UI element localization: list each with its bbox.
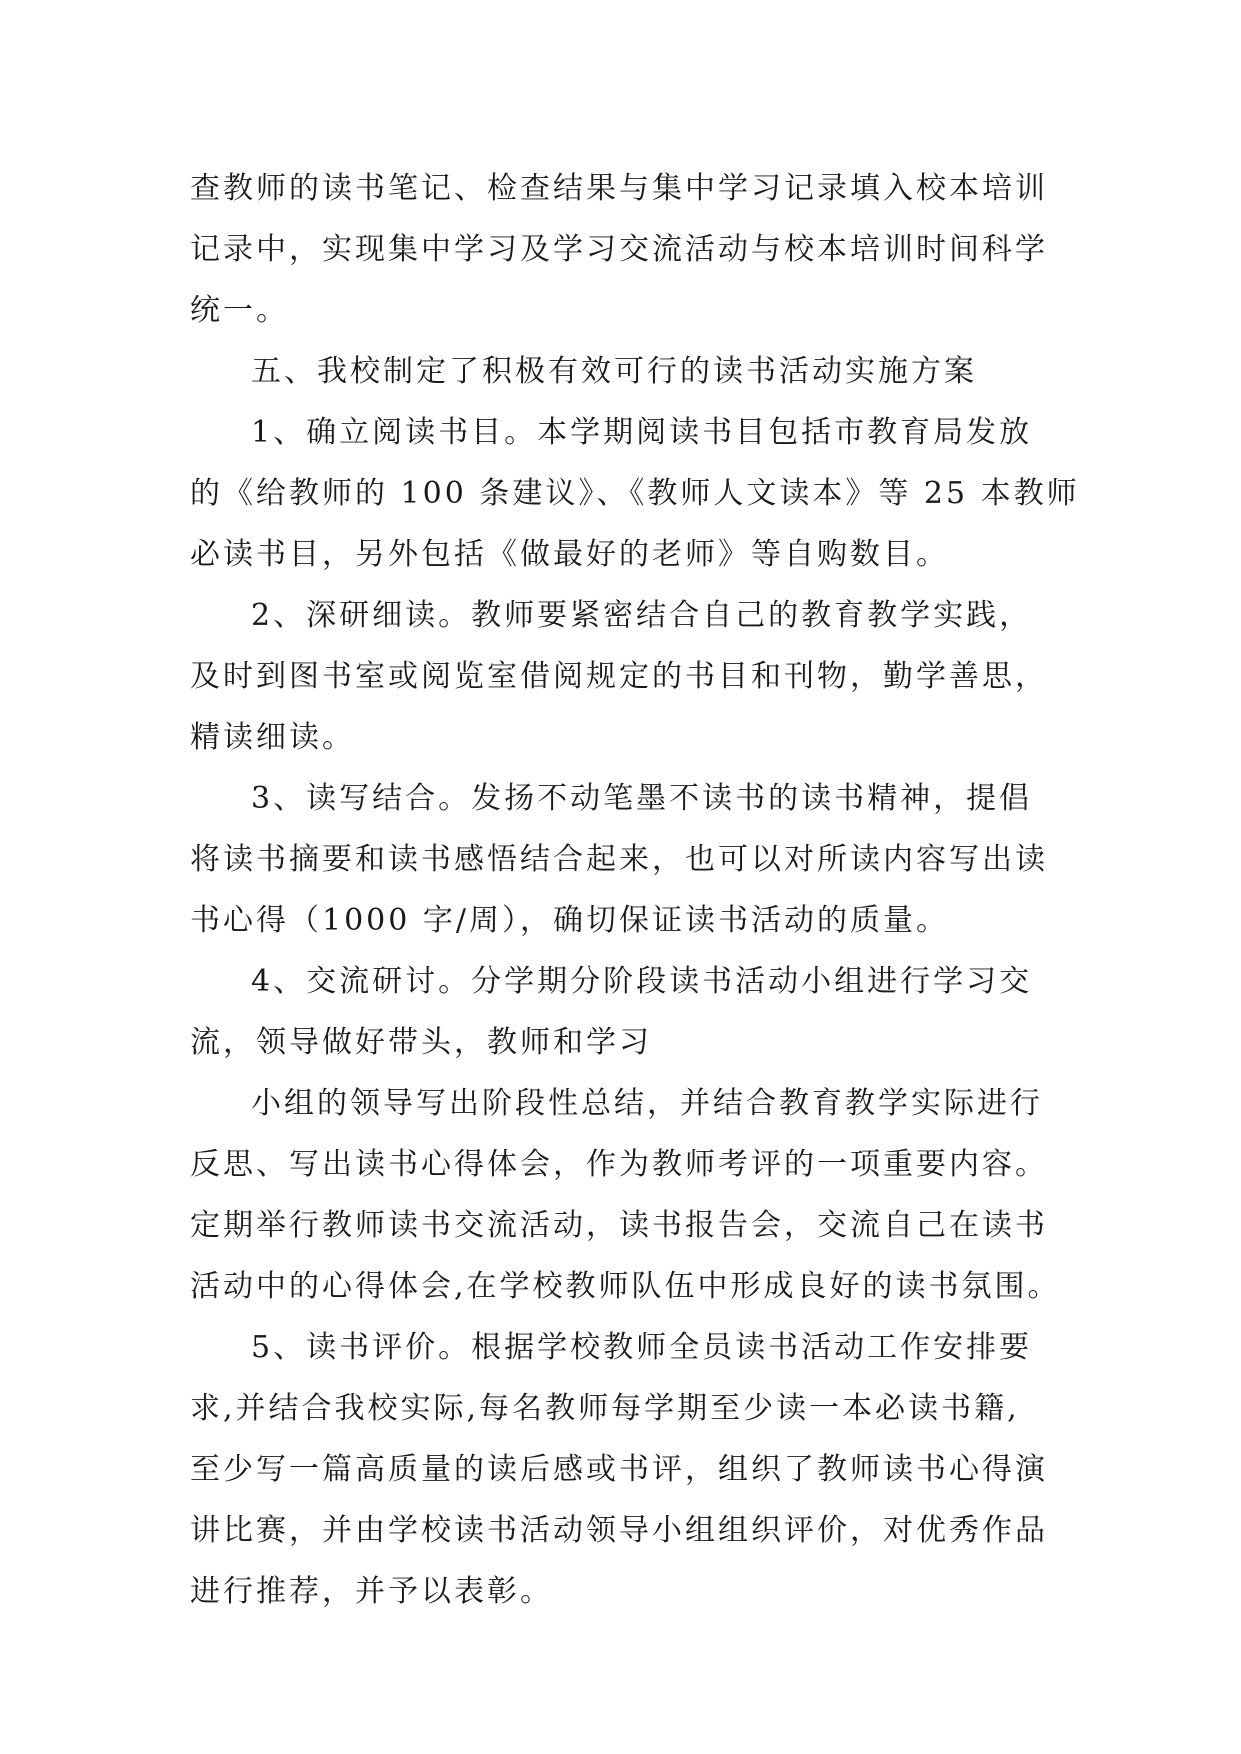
- text-line: 进行推荐，并予以表彰。: [190, 1574, 553, 1609]
- text-line: 3、读写结合。发扬不动笔墨不读书的读书精神，提倡: [251, 781, 1033, 816]
- text-line: 统一。: [190, 293, 289, 328]
- text-line: 4、交流研讨。分学期分阶段读书活动小组进行学习交: [251, 964, 1033, 999]
- text-line: 必读书目，另外包括《做最好的老师》等自购数目。: [190, 537, 949, 572]
- text-line: 书心得（1000 字/周），确切保证读书活动的质量。: [190, 903, 949, 938]
- text-line: 及时到图书室或阅览室借阅规定的书目和刊物，勤学善思，: [190, 659, 1048, 694]
- text-line: 活动中的心得体会,在学校教师队伍中形成良好的读书氛围。: [190, 1269, 1061, 1304]
- text-line: 求,并结合我校实际,每名教师每学期至少读一本必读书籍,: [190, 1391, 1020, 1426]
- text-line: 小组的领导写出阶段性总结，并结合教育教学实际进行: [251, 1086, 1043, 1121]
- text-line: 记录中，实现集中学习及学习交流活动与校本培训时间科学: [190, 232, 1048, 267]
- text-line: 2、深研细读。教师要紧密结合自己的教育教学实践，: [251, 598, 1033, 633]
- text-line: 查教师的读书笔记、检查结果与集中学习记录填入校本培训: [190, 171, 1048, 206]
- text-line: 流，领导做好带头，教师和学习: [190, 1025, 652, 1060]
- text-line: 反思、写出读书心得体会，作为教师考评的一项重要内容。: [190, 1147, 1048, 1182]
- text-line: 定期举行教师读书交流活动，读书报告会，交流自己在读书: [190, 1208, 1048, 1243]
- document-body: [190, 158, 1080, 1622]
- text-line: 至少写一篇高质量的读后感或书评，组织了教师读书心得演: [190, 1452, 1048, 1487]
- text-line: 5、读书评价。根据学校教师全员读书活动工作安排要: [251, 1330, 1033, 1365]
- text-line: 的《给教师的 100 条建议》、《教师人文读本》等 25 本教师: [190, 476, 1080, 511]
- text-line: 精读细读。: [190, 720, 355, 755]
- text-line: 1、确立阅读书目。本学期阅读书目包括市教育局发放: [251, 415, 1033, 450]
- text-line: 将读书摘要和读书感悟结合起来，也可以对所读内容写出读: [190, 842, 1048, 877]
- text-line: 讲比赛，并由学校读书活动领导小组组织评价，对优秀作品: [190, 1513, 1048, 1548]
- section-heading: 五、我校制定了积极有效可行的读书活动实施方案: [251, 354, 977, 389]
